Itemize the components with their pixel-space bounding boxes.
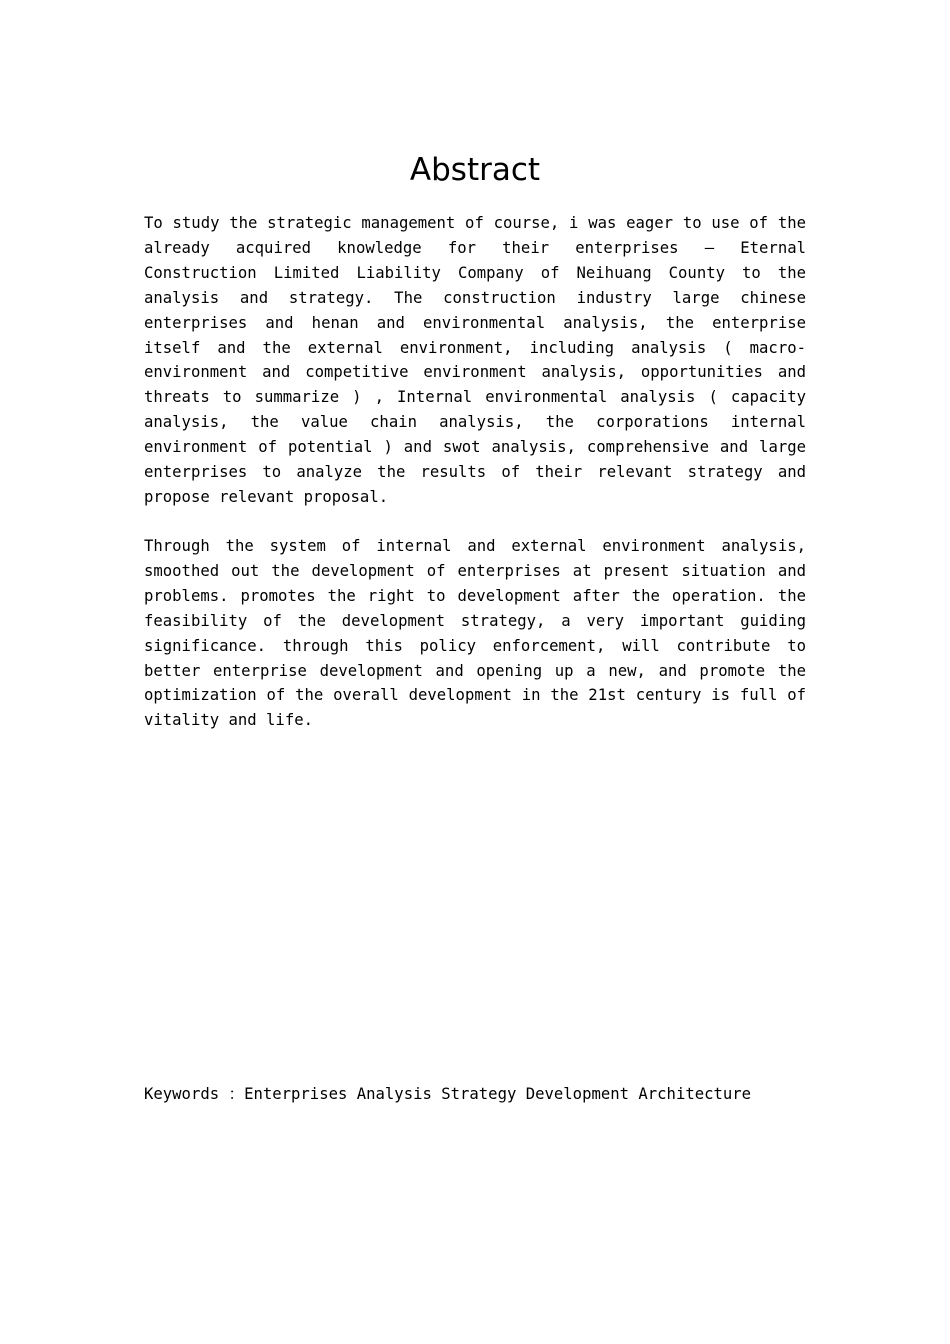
keywords-line: Keywords ：Enterprises Analysis Strategy Development Architecture [144, 1085, 752, 1103]
abstract-title: Abstract [409, 152, 541, 188]
abstract-paragraph-1: To study the strategic management of course, i was eager to use of the already acquired knowledge for their enterprises — Eternal Construction Limited Liability Company of Neihuang County to the analysis and strategy. The construction industry large chinese enterprises and henan and environmental analysis, the enterprise itself and the external environment, including analysis ( macro-environment and competitive environment analysis, opportunities and threats to summarize ) , Internal environmental analysis ( capacity analysis, the value chain analysis, the corporations internal environment of potential ) and swot analysis, comprehensive and large enterprises to analyze the results of their relevant strategy and propose relevant proposal. [144, 214, 806, 506]
abstract-paragraph-2: Through the system of internal and external environment analysis, smoothed out the development of enterprises at present situation and problems. promotes the right to development after the operation. the feasibility of the development strategy, a very important guiding significance. through this policy enforcement, will contribute to better enterprise development and opening up a new, and promote the optimization of the overall development in the 21st century is full of vitality and life. [144, 537, 806, 730]
